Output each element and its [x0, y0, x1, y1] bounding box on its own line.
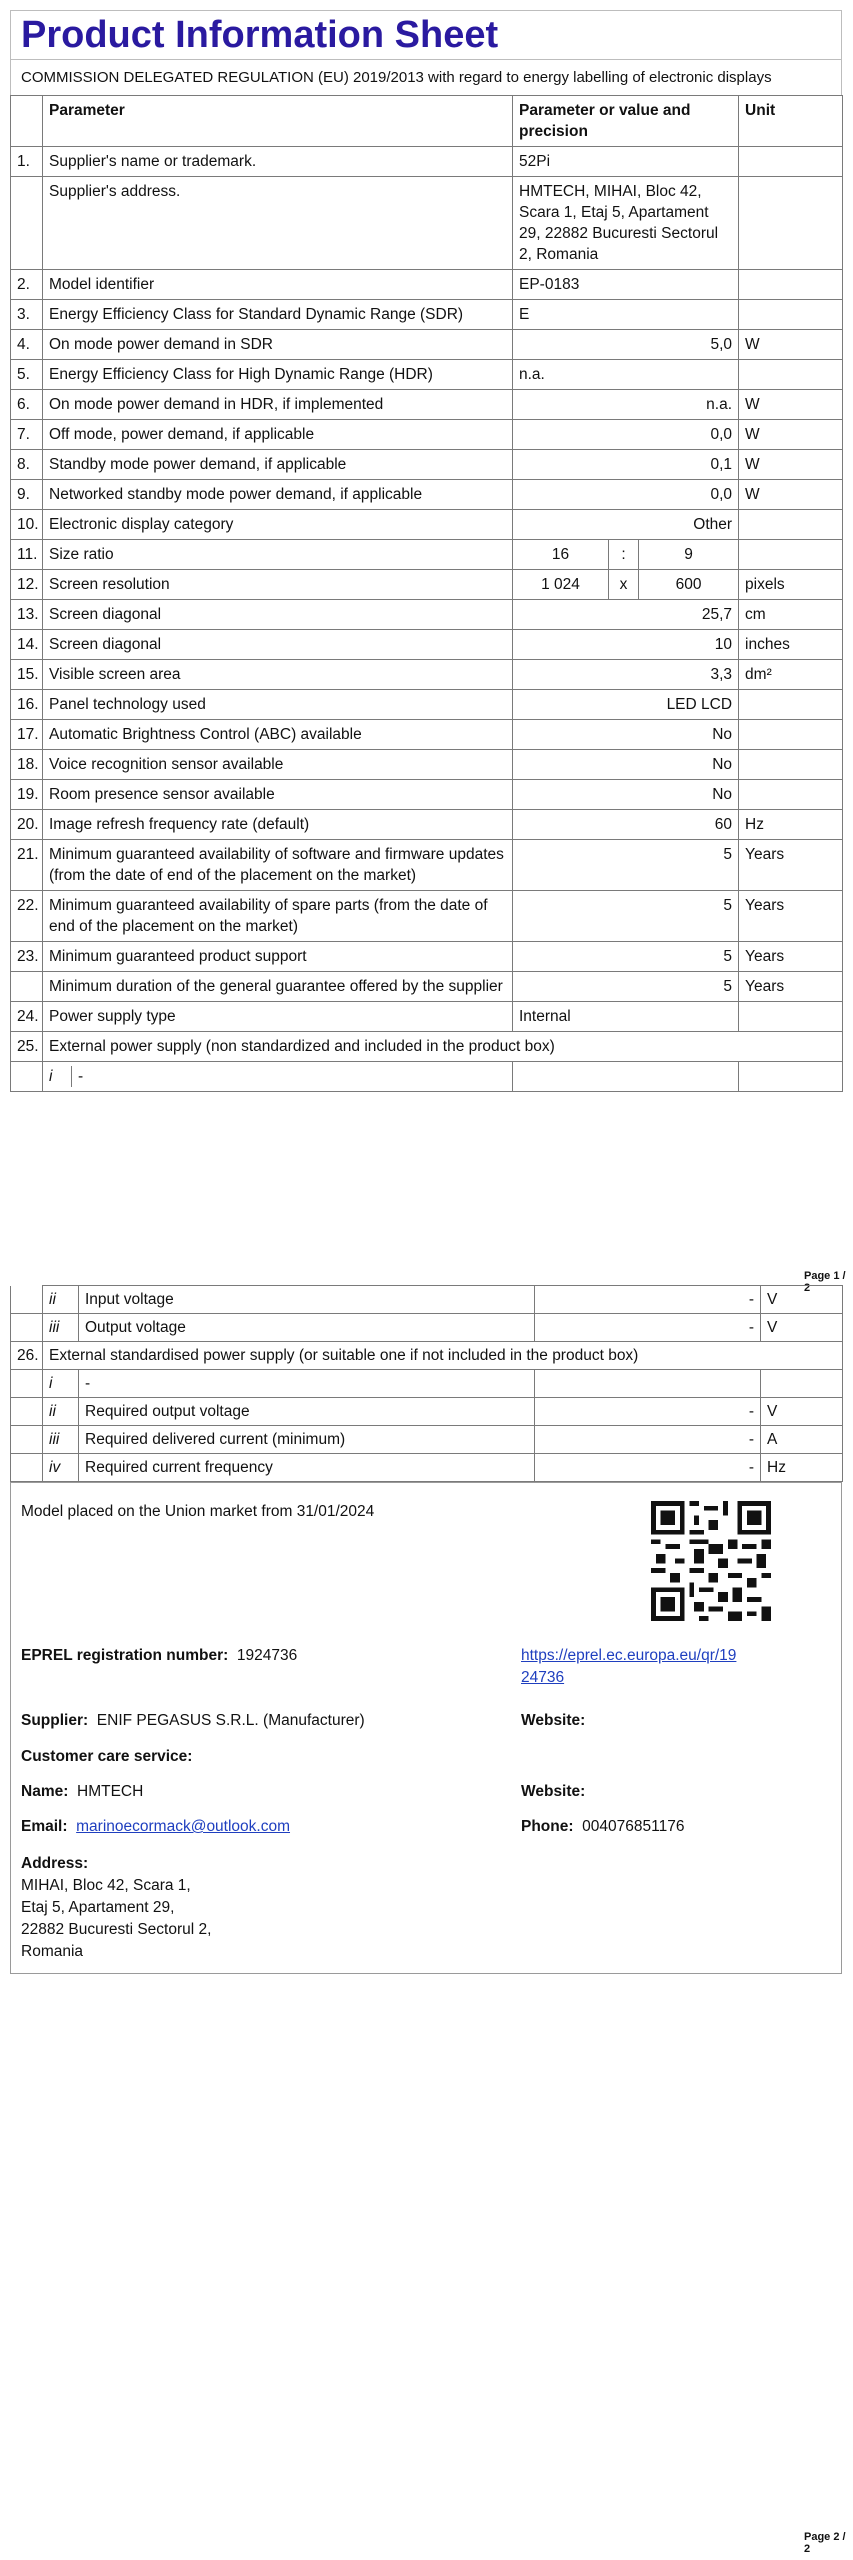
col-unit: Unit — [739, 96, 843, 147]
table-row: 16. Panel technology used LED LCD — [11, 690, 843, 720]
eprel-link[interactable]: https://eprel.ec.europa.eu/qr/19 24736 — [521, 1647, 737, 1686]
supplier: Supplier: ENIF PEGASUS S.R.L. (Manufacturer) — [21, 1712, 365, 1729]
col-value: Parameter or value and precision — [513, 96, 739, 147]
table-row: iii Required delivered current (minimum) - A — [11, 1426, 843, 1454]
table-row: 12. Screen resolution 1 024 x 600 pixels — [11, 570, 843, 600]
care-email: Email: marinoecormack@outlook.com — [21, 1818, 291, 1835]
table-row: 10. Electronic display category Other — [11, 510, 843, 540]
col-parameter: Parameter — [43, 96, 513, 147]
table-row: 14. Screen diagonal 10 inches — [11, 630, 843, 660]
table-row: 11. Size ratio 16 : 9 — [11, 540, 843, 570]
table-row: 3. Energy Efficiency Class for Standard Dynamic Range (SDR) E — [11, 300, 843, 330]
page-number: Page 2 / 2 — [804, 2531, 846, 2555]
supplier-info-card — [10, 1482, 842, 1974]
table-row: iv Required current frequency - Hz — [11, 1454, 843, 1482]
table-row: 20. Image refresh frequency rate (default) 60 Hz — [11, 810, 843, 840]
table-row: ii Input voltage - V — [11, 1286, 843, 1314]
page-title: Product Information Sheet — [10, 10, 842, 59]
table-row: 17. Automatic Brightness Control (ABC) available No — [11, 720, 843, 750]
table-row: 4. On mode power demand in SDR 5,0 W — [11, 330, 843, 360]
table-row: 8. Standby mode power demand, if applicable 0,1 W — [11, 450, 843, 480]
care-name: Name: HMTECH — [21, 1783, 144, 1800]
care-phone: Phone: 004076851176 — [521, 1818, 685, 1835]
eprel-number: EPREL registration number: 1924736 — [21, 1647, 298, 1664]
table-row: 21. Minimum guaranteed availability of software and firmware updates (from the date of end of the placement on the market) 5 Years — [11, 840, 843, 891]
table-row: 5. Energy Efficiency Class for High Dynamic Range (HDR) n.a. — [11, 360, 843, 390]
table-row: i - — [11, 1370, 843, 1398]
table-row: 24. Power supply type Internal — [11, 1002, 843, 1032]
parameters-table — [10, 95, 843, 1092]
market-placement-text: Model placed on the Union market from 31/01/2024 — [21, 1503, 375, 1520]
product-information-sheet — [10, 10, 842, 1092]
regulation-text: COMMISSION DELEGATED REGULATION (EU) 2019/2013 with regard to energy labelling of electronic displays — [10, 59, 842, 95]
table-row: 26. External standardised power supply (or suitable one if not included in the product box) — [11, 1342, 843, 1370]
table-row: 15. Visible screen area 3,3 dm² — [11, 660, 843, 690]
table-row: i - — [11, 1062, 843, 1092]
customer-care-heading: Customer care service: — [21, 1748, 193, 1765]
table-row: iii Output voltage - V — [11, 1314, 843, 1342]
care-website-label: Website: — [521, 1783, 586, 1800]
table-row: 1. Supplier's name or trademark. 52Pi — [11, 147, 843, 177]
table-row: 19. Room presence sensor available No — [11, 780, 843, 810]
table-row: 13. Screen diagonal 25,7 cm — [11, 600, 843, 630]
table-row: 18. Voice recognition sensor available No — [11, 750, 843, 780]
table-row: 6. On mode power demand in HDR, if implemented n.a. W — [11, 390, 843, 420]
table-row: ii Required output voltage - V — [11, 1398, 843, 1426]
table-row: Supplier's address. HMTECH, MIHAI, Bloc 42, Scara 1, Etaj 5, Apartament 29, 22882 Bucuresti Sectorul 2, Romania — [11, 177, 843, 270]
table-row: 7. Off mode, power demand, if applicable 0,0 W — [11, 420, 843, 450]
email-link[interactable]: marinoecormack@outlook.com — [76, 1818, 291, 1835]
table-row: 22. Minimum guaranteed availability of spare parts (from the date of end of the placement on the market) 5 Years — [11, 891, 843, 942]
table-header-row — [11, 96, 843, 147]
table-row: 23. Minimum guaranteed product support 5 Years — [11, 942, 843, 972]
page-number: Page 1 / 2 — [804, 1270, 846, 1294]
supplier-website-label: Website: — [521, 1712, 586, 1729]
parameters-table-continued — [10, 1285, 842, 1482]
table-row: 2. Model identifier EP-0183 — [11, 270, 843, 300]
table-row: Minimum duration of the general guarantee offered by the supplier 5 Years — [11, 972, 843, 1002]
table-row: 9. Networked standby mode power demand, if applicable 0,0 W — [11, 480, 843, 510]
table-row: 25. External power supply (non standardized and included in the product box) — [11, 1032, 843, 1062]
qr-code-icon[interactable] — [651, 1501, 771, 1621]
care-address: Address: MIHAI, Bloc 42, Scara 1, Etaj 5, Apartament 29, 22882 Bucuresti Sectorul 2, Romania — [21, 1855, 212, 1960]
